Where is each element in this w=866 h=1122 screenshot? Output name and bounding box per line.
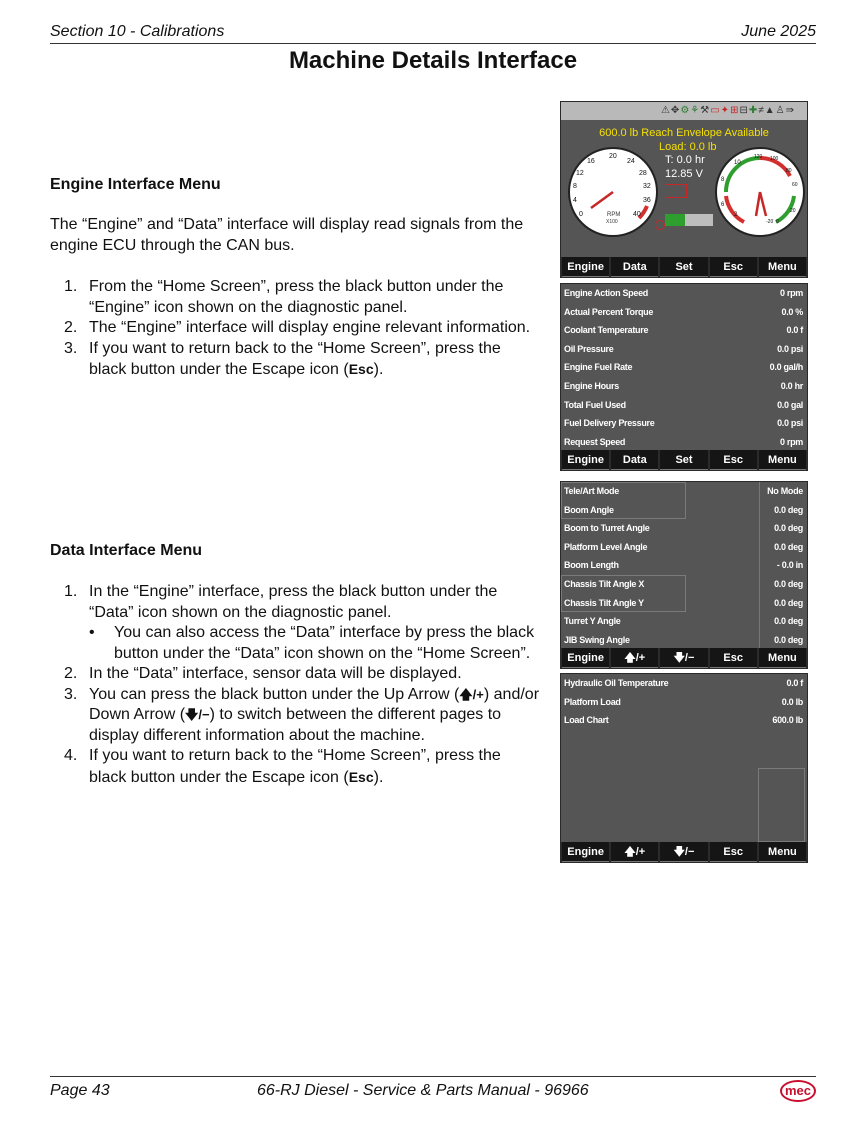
data-screen-page-2	[560, 673, 808, 863]
temp-tick: 2	[734, 212, 738, 218]
rpm-tick: 12	[576, 170, 584, 177]
temp-tick: 120	[754, 154, 763, 160]
filter-icon: ⊟	[739, 105, 749, 116]
engine-icon: ✥	[670, 105, 681, 116]
table-row: JIB Swing Angle 0.0 deg	[564, 634, 803, 645]
table-row: Hydraulic Oil Temperature 0.0 f	[564, 678, 803, 688]
data-heading: Data Interface Menu	[50, 542, 203, 559]
level-icon: ≠	[758, 105, 765, 116]
data-softkey[interactable]: Data	[611, 257, 658, 277]
table-row: Fuel Delivery Pressure 0.0 psi	[564, 418, 803, 429]
rpm-gauge	[567, 146, 659, 238]
sub-list-item: • You can also access the “Data” interface by press the black button under the “Data” icon shown on the “Home Screen”.	[89, 624, 535, 662]
warning-icon: ⚠	[660, 105, 671, 116]
person-icon: ♙	[775, 105, 786, 116]
down-arrow-softkey[interactable]: 🡇/−	[660, 842, 707, 862]
temp-tick: 0	[776, 219, 779, 225]
list-item: 3. You can press the black button under the Up Arrow (🡅/+) and/or Down Arrow (🡇/−) to switch between the different pages to display different information about the machine.	[64, 685, 540, 744]
page-number: Page 43	[50, 1082, 110, 1099]
engine-screen-panel	[560, 283, 808, 471]
lock-icon: ▲	[764, 105, 776, 116]
list-item: 2. In the “Data” interface, sensor data will be displayed.	[64, 665, 462, 682]
rpm-tick: 20	[609, 153, 617, 160]
battery-icon: ▭	[710, 105, 721, 116]
table-row: Engine Fuel Rate 0.0 gal/h	[564, 362, 803, 373]
down-arrow-key: 🡇/−	[185, 707, 210, 722]
rpm-multiplier: X100	[606, 219, 618, 225]
table-row: Oil Pressure 0.0 psi	[564, 343, 803, 354]
wrench-icon: ⚒	[700, 105, 711, 116]
table-row: Tele/Art Mode No Mode	[564, 486, 803, 496]
temp-tick: 10	[734, 160, 741, 166]
fuel-level-bar	[665, 214, 713, 226]
engine-softkey[interactable]: Engine	[562, 648, 609, 668]
load-chart-frame	[758, 768, 805, 842]
menu-softkey[interactable]: Menu	[759, 257, 806, 277]
table-row: Engine Action Speed 0 rpm	[564, 288, 803, 298]
list-item: 4. If you want to return back to the “Home Screen”, press the black button under the Escape icon (Esc).	[64, 747, 501, 786]
data-steps	[50, 582, 540, 788]
engine-softkey-bar	[561, 450, 807, 470]
temp-tick: 6	[721, 202, 725, 208]
temperature-gauge	[714, 146, 806, 238]
rpm-tick: 4	[573, 197, 577, 204]
engine-data-rows	[561, 284, 807, 451]
up-arrow-softkey[interactable]: 🡅/+	[611, 842, 658, 862]
data-screen-page-1	[560, 481, 808, 669]
list-item: 1. From the “Home Screen”, press the black button under the “Engine” icon shown on the diagnostic panel.	[64, 278, 504, 316]
table-row: Chassis Tilt Angle X 0.0 deg	[564, 578, 803, 589]
table-row: Chassis Tilt Angle Y 0.0 deg	[564, 597, 803, 608]
down-arrow-softkey[interactable]: 🡇/−	[660, 648, 707, 668]
engine-heading: Engine Interface Menu	[50, 176, 221, 193]
date-label: June 2025	[741, 23, 816, 40]
rpm-tick: 16	[587, 158, 595, 165]
temp-tick: 8	[721, 177, 725, 183]
rpm-tick: 28	[639, 170, 647, 177]
engine-softkey[interactable]: Engine	[562, 450, 609, 470]
data-softkey-bar	[561, 842, 807, 862]
fuel-icon	[655, 220, 665, 230]
list-item: 3. If you want to return back to the “Home Screen”, press the black button under the Escape icon (Esc).	[64, 339, 501, 378]
sensor-data-rows	[561, 482, 807, 649]
glow-plug-icon: ⚙	[680, 105, 691, 116]
table-row: Load Chart 600.0 lb	[564, 715, 803, 726]
up-arrow-key: 🡅/+	[459, 686, 484, 702]
data-softkey-bar	[561, 648, 807, 668]
table-row: Engine Hours 0.0 hr	[564, 380, 803, 391]
battery-icon	[665, 184, 687, 198]
rpm-tick: 24	[627, 158, 635, 165]
engine-softkey[interactable]: Engine	[562, 257, 609, 277]
table-row: Request Speed 0 rpm	[564, 436, 803, 447]
voltage-readout: 12.85 V	[665, 168, 703, 180]
rpm-tick: 36	[643, 197, 651, 204]
home-softkey-bar	[561, 257, 807, 277]
rpm-tick: 32	[643, 183, 651, 190]
table-row: Total Fuel Used 0.0 gal	[564, 399, 803, 410]
page-title: Machine Details Interface	[288, 47, 578, 74]
table-row: Platform Load 0.0 lb	[564, 696, 803, 707]
table-row: Boom Length - 0.0 in	[564, 560, 803, 571]
mec-logo: mec	[780, 1080, 816, 1102]
warning-icon-bar	[561, 102, 807, 120]
axle-icon: ⊞	[730, 105, 740, 116]
esc-softkey[interactable]: Esc	[710, 648, 757, 668]
table-row: Turret Y Angle 0.0 deg	[564, 616, 803, 627]
tilt-icon: ⚘	[690, 105, 701, 116]
data-softkey[interactable]: Data	[611, 450, 658, 470]
set-softkey[interactable]: Set	[660, 257, 707, 277]
up-arrow-softkey[interactable]: 🡅/+	[611, 648, 658, 668]
menu-softkey[interactable]: Menu	[759, 450, 806, 470]
esc-softkey[interactable]: Esc	[710, 842, 757, 862]
table-row: Actual Percent Torque 0.0 %	[564, 306, 803, 317]
engine-softkey[interactable]: Engine	[562, 842, 609, 862]
section-label: Section 10 - Calibrations	[50, 23, 225, 40]
rpm-tick: 40	[633, 211, 641, 218]
menu-softkey[interactable]: Menu	[759, 648, 806, 668]
table-row: Boom to Turret Angle 0.0 deg	[564, 523, 803, 534]
menu-softkey[interactable]: Menu	[759, 842, 806, 862]
reach-envelope-text: 600.0 lb Reach Envelope Available	[599, 127, 769, 139]
temp-tick: 80	[786, 168, 792, 174]
engine-steps	[50, 277, 540, 381]
rpm-tick: 8	[573, 183, 577, 190]
esc-softkey[interactable]: Esc	[710, 257, 757, 277]
set-softkey[interactable]: Set	[660, 450, 707, 470]
rpm-label: RPM	[607, 212, 621, 218]
fuel-level-fill	[665, 214, 685, 226]
table-row: Coolant Temperature 0.0 f	[564, 325, 803, 336]
list-item: 1. In the “Engine” interface, press the black button under the “Data” icon shown on the diagnostic panel. • You can also access the “Data” interface by press the black button under the “Data” icon shown on the “Home Screen”.	[50, 582, 540, 664]
hour-readout: T: 0.0 hr	[665, 154, 705, 166]
table-row: Platform Level Angle 0.0 deg	[564, 541, 803, 552]
temp-tick: -20	[766, 219, 774, 225]
brake-icon: ✦	[720, 105, 731, 116]
page-footer	[50, 1076, 816, 1106]
list-item: 2. The “Engine” interface will display engine relevant information.	[64, 319, 531, 336]
load-text: Load: 0.0 lb	[659, 141, 717, 153]
manual-title: 66-RJ Diesel - Service & Parts Manual - 96966	[257, 1082, 589, 1099]
temp-tick: 60	[792, 182, 798, 188]
home-screen-panel	[560, 101, 808, 278]
engine-intro: The “Engine” and “Data” interface will display read signals from the engine ECU through the CAN bus.	[50, 216, 524, 254]
esc-softkey[interactable]: Esc	[710, 450, 757, 470]
speed-icon: ⇛	[785, 105, 795, 116]
temp-tick: 20	[790, 208, 796, 214]
rpm-tick: 0	[579, 211, 583, 218]
page-header	[50, 22, 816, 44]
temp-tick: 100	[770, 156, 779, 162]
drive-icon: ✚	[748, 105, 759, 116]
sensor-data-rows	[561, 674, 807, 730]
table-row: Boom Angle 0.0 deg	[564, 504, 803, 515]
